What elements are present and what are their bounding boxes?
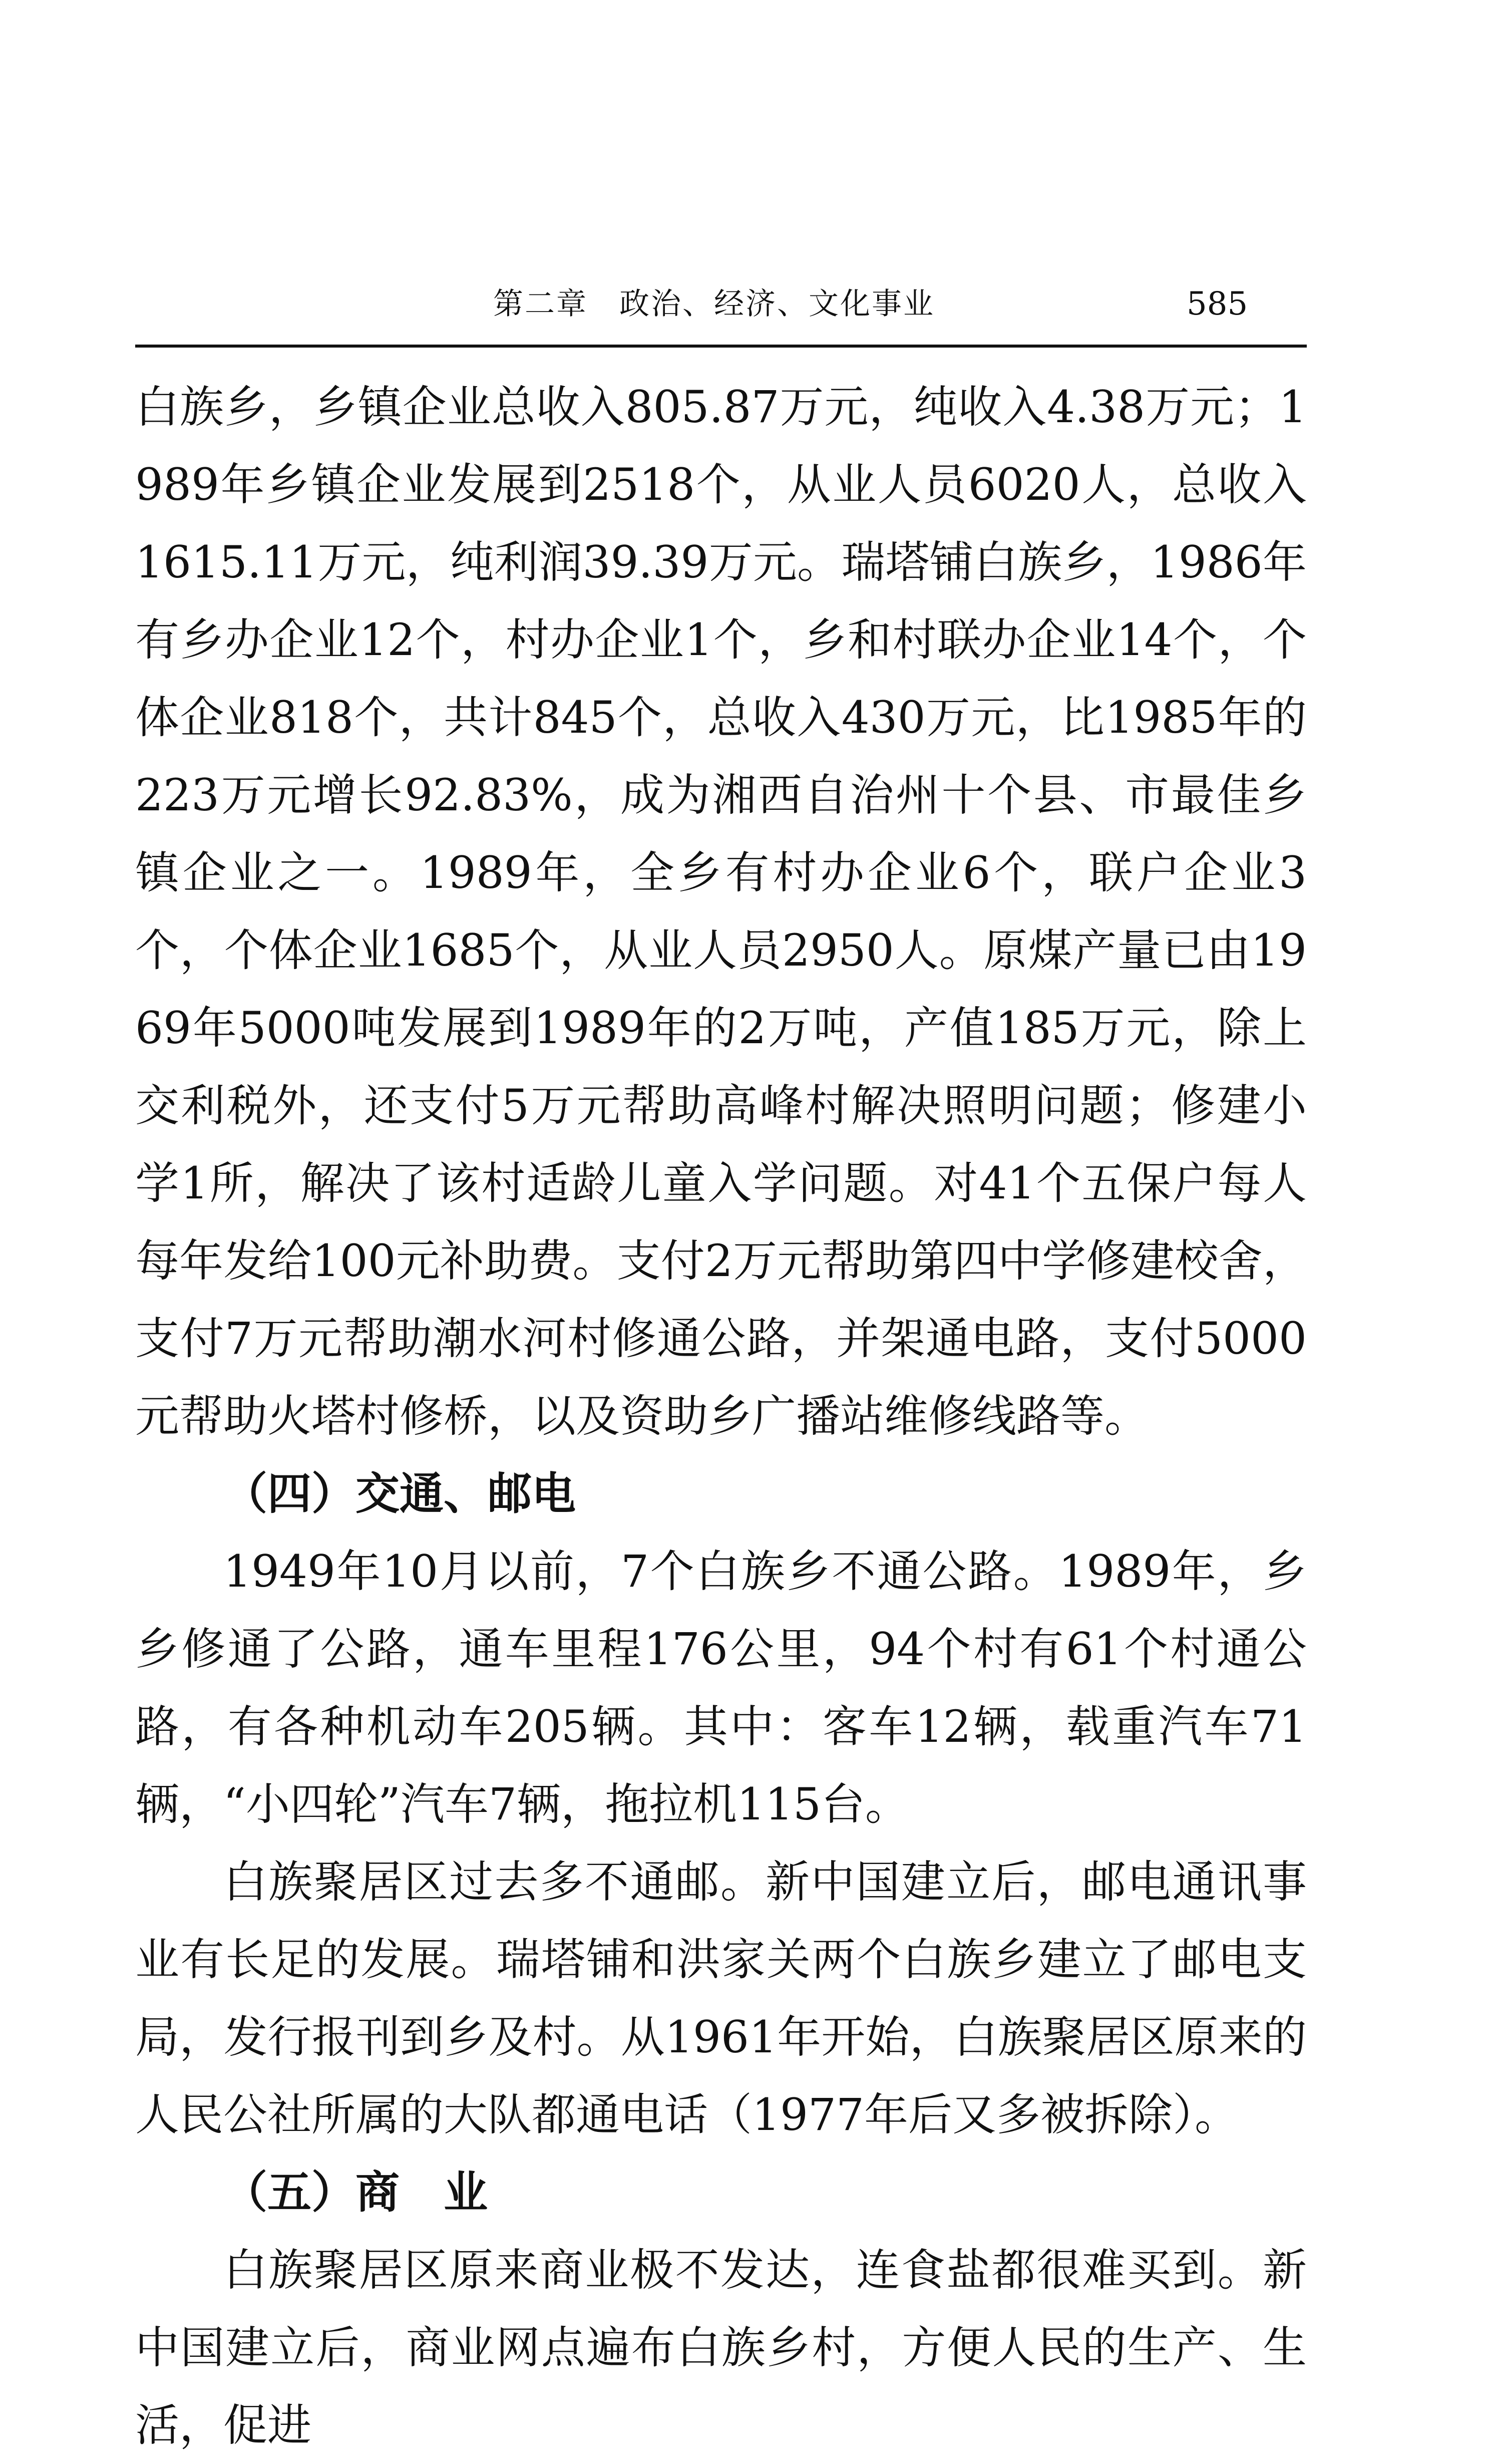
paragraph-commerce: 白族聚居区原来商业极不发达，连食盐都很难买到。新中国建立后，商业网点遍布白族乡村，方便人民的生产、生活，促进 (135, 2244, 1307, 2451)
page-number: 585 (1187, 285, 1248, 323)
body-text (135, 368, 1307, 2464)
chapter-header: 第二章 政治、经济、文化事业 (493, 286, 935, 322)
paragraph-transport: 1949年10月以前，7个白族乡不通公路。1989年，乡乡修通了公路，通车里程176公里，94个村有61个村通公路，有各种机动车205辆。其中：客车12辆，载重汽车71辆，“小四轮”汽车7辆，拖拉机115台。 (135, 1546, 1307, 1830)
header-divider (135, 345, 1307, 348)
paragraph-post-telecom: 白族聚居区过去多不通邮。新中国建立后，邮电通讯事业有长足的发展。瑞塔铺和洪家关两个白族乡建立了邮电支局，发行报刊到乡及村。从1961年开始，白族聚居区原来的人民公社所属的大队都通电话（1977年后又多被拆除）。 (135, 1856, 1307, 2140)
paragraph-township-enterprises: 白族乡，乡镇企业总收入805.87万元，纯收入4.38万元；1989年乡镇企业发展到2518个，从业人员6020人，总收入1615.11万元，纯利润39.39万元。瑞塔铺白族乡，1986年有乡办企业12个，村办企业1个，乡和村联办企业14个，个体企业818个，共计845个，总收入430万元，比1985年的223万元增长92.83%，成为湘西自治州十个县、市最佳乡镇企业之一。1989年，全乡有村办企业6个，联户企业3个，个体企业1685个，从业人员2950人。原煤产量已由1969年5000吨发展到1989年的2万吨，产值185万元，除上交利税外，还支付5万元帮助高峰村解决照明问题；修建小学1所，解决了该村适龄儿童入学问题。对41个五保户每人每年发给100元补助费。支付2万元帮助第四中学修建校舍，支付7万元帮助潮水河村修通公路，并架通电路，支付5000元帮助火塔村修桥，以及资助乡广播站维修线路等。 (135, 381, 1307, 1442)
section-heading-transport-post: （四）交通、邮电 (223, 1468, 576, 1519)
section-heading-commerce: （五）商 业 (223, 2167, 488, 2218)
